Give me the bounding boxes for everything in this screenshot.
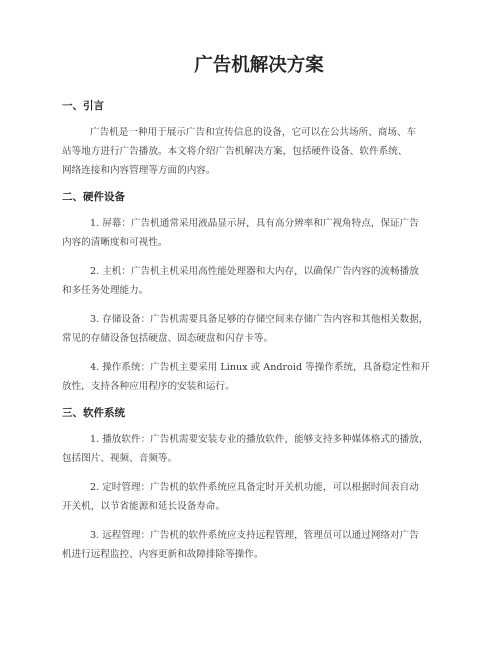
paragraph	[62, 358, 456, 396]
paragraph-line: 放性，支持各种应用程序的安装和运行。	[62, 381, 235, 392]
paragraph	[62, 123, 456, 180]
paragraph	[62, 214, 456, 252]
paragraph	[62, 478, 456, 516]
paragraph-line: 机进行远程监控、内容更新和故障排除等操作。	[62, 549, 264, 560]
paragraph-line: 2. 定时管理：广告机的软件系统应具备定时开关机功能，可以根据时间表自动	[90, 482, 419, 493]
paragraph-line: 2. 主机：广告机主机采用高性能处理器和大内存，以确保广告内容的流畅播放	[90, 266, 419, 277]
page-title: 广告机解决方案	[194, 55, 324, 76]
section-heading-introduction: 一、引言	[62, 100, 104, 112]
paragraph-line: 站等地方进行广告播放。本文将介绍广告机解决方案，包括硬件设备、软件系统、	[62, 146, 408, 157]
paragraph-line: 1. 播放软件：广告机需要安装专业的播放软件，能够支持多种媒体格式的播放，	[90, 434, 429, 445]
paragraph	[62, 262, 456, 300]
paragraph-line: 3. 远程管理：广告机的软件系统应支持远程管理，管理员可以通过网络对广告	[90, 530, 419, 541]
paragraph-line: 和多任务处理能力。	[62, 285, 149, 296]
paragraph-line: 3. 存储设备：广告机需要具备足够的存储空间来存储广告内容和其他相关数据，	[90, 314, 429, 325]
paragraph	[62, 430, 456, 468]
paragraph-line: 广告机是一种用于展示广告和宣传信息的设备，它可以在公共场所、商场、车	[90, 127, 417, 138]
paragraph	[62, 310, 456, 348]
section-heading-software: 三、软件系统	[62, 407, 125, 419]
paragraph-line: 开关机，以节省能源和延长设备寿命。	[62, 501, 226, 512]
paragraph-line: 常见的存储设备包括硬盘、固态硬盘和闪存卡等。	[62, 333, 274, 344]
paragraph-line: 网络连接和内容管理等方面的内容。	[62, 165, 216, 176]
section-heading-hardware: 二、硬件设备	[62, 191, 125, 203]
paragraph-line: 1. 屏幕：广告机通常采用液晶显示屏，具有高分辨率和广视角特点，保证广告	[90, 218, 419, 229]
paragraph-line: 包括图片、视频、音频等。	[62, 453, 178, 464]
paragraph-line: 内容的清晰度和可视性。	[62, 237, 168, 248]
paragraph-line: 4. 操作系统：广告机主要采用 Linux 或 Android 等操作系统，具备稳定性和开	[90, 362, 430, 373]
paragraph	[62, 526, 456, 564]
